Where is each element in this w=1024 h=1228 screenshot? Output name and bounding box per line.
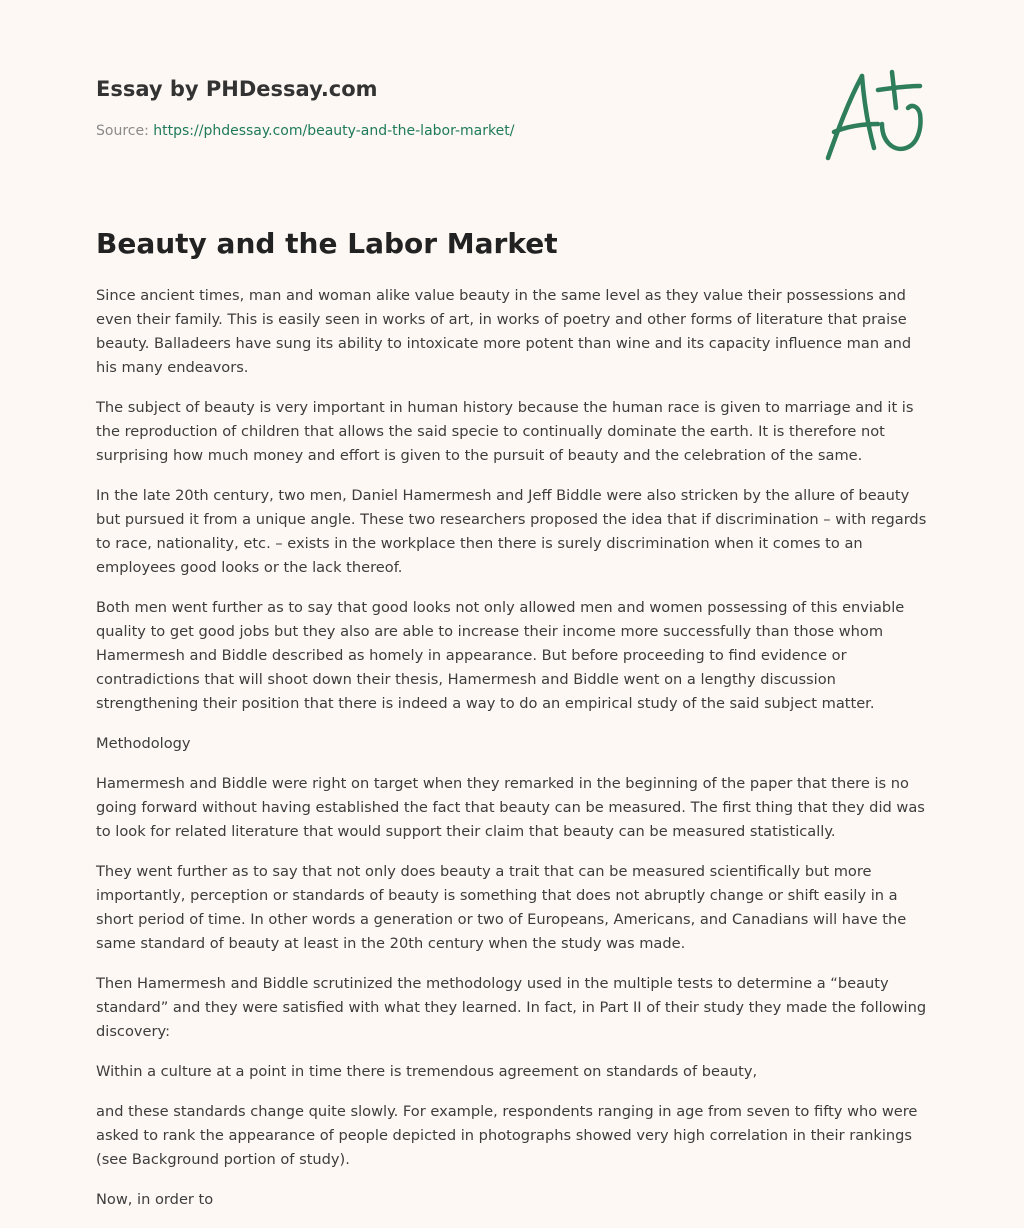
source-line: [96, 123, 514, 139]
source-label: Source:: [96, 123, 154, 139]
section-heading: Methodology: [96, 735, 191, 752]
paragraph: They went further as to say that not only does beauty a trait that can be measured scientifically but more importantly, perception or standards of beauty is something that does not abruptly change or shift easily in a short period of time. In other words a generation or two of Europeans, Americans, and Canadians will have the same standard of beauty at least in the 20th century when the study was made.: [96, 863, 907, 952]
source-link[interactable]: https://phdessay.com/beauty-and-the-labor-market/: [153, 123, 515, 139]
site-title: Essay by PHDessay.com: [96, 77, 378, 101]
paragraph: In the late 20th century, two men, Daniel Hamermesh and Jeff Biddle were also stricken by the allure of beauty but pursued it from a unique angle. These two researchers proposed the idea that if discrimination – with regards to race, nationality, etc. – exists in the workplace then there is surely discrimination when it comes to an employees good looks or the lack thereof.: [96, 487, 927, 576]
paragraph: Hamermesh and Biddle were right on target when they remarked in the beginning of the paper that there is no going forward without having established the fact that beauty can be measured. The first thing that they did was to look for related literature that would support their claim that beauty can be measured statistically.: [96, 775, 925, 840]
paragraph: The subject of beauty is very important in human history because the human race is given to marriage and it is the reproduction of children that allows the said specie to continually dominate the earth. It is therefore not surprising how much money and effort is given to the pursuit of beauty and the celebration of the same.: [96, 399, 914, 464]
paragraph: Both men went further as to say that good looks not only allowed men and women possessing of this enviable quality to get good jobs but they also are able to increase their income more successfully than those whom Hamermesh and Biddle described as homely in appearance. But before proceeding to find evidence or contradictions that will shoot down their thesis, Hamermesh and Biddle went on a lengthy discussion strengthening their position that there is indeed a way to do an empirical study of the said subject matter.: [96, 599, 905, 712]
a-plus-logo-icon: [822, 68, 928, 164]
page-header: [96, 74, 696, 139]
article-title: Beauty and the Labor Market: [96, 227, 558, 260]
paragraph: Since ancient times, man and woman alike value beauty in the same level as they value their possessions and even their family. This is easily seen in works of art, in works of poetry and other forms of literature that praise beauty. Balladeers have sung its ability to intoxicate more potent than wine and its capacity influence man and his many endeavors.: [96, 287, 912, 376]
paragraph: and these standards change quite slowly. For example, respondents ranging in age from seven to fifty who were asked to rank the appearance of people depicted in photographs showed very high correlation in their rankings (see Background portion of study).: [96, 1103, 918, 1168]
article-body: [96, 284, 932, 1228]
paragraph: Now, in order to: [96, 1191, 214, 1208]
paragraph: Within a culture at a point in time there is tremendous agreement on standards of beauty,: [96, 1063, 758, 1080]
paragraph: Then Hamermesh and Biddle scrutinized the methodology used in the multiple tests to determine a “beauty standard” and they were satisfied with what they learned. In fact, in Part II of their study they made the following discovery:: [96, 975, 927, 1040]
